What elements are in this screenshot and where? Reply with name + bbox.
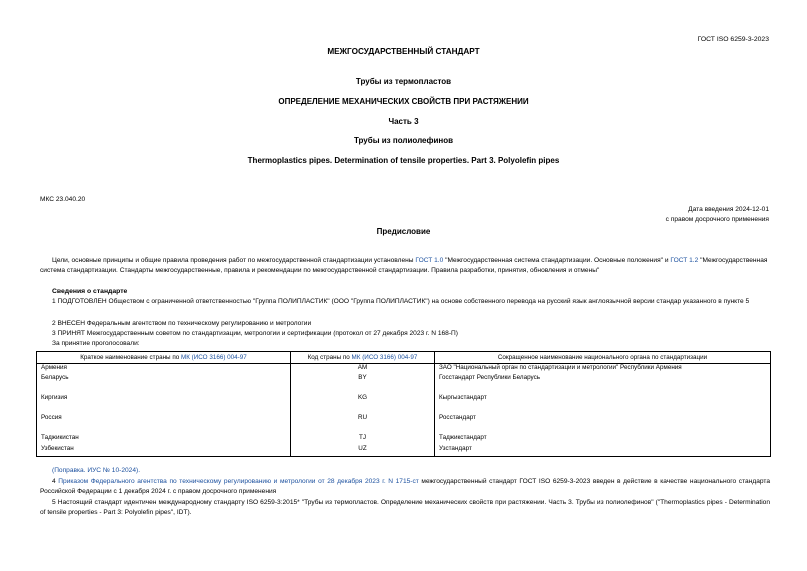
preface-text-a: Цели, основные принципы и общие правила проведения работ по межгосударственной стандартизации установлены bbox=[52, 257, 416, 264]
info-item-2: 2 ВНЕСЕН Федеральным агентством по техническому регулированию и метрологии bbox=[52, 320, 312, 327]
table-row bbox=[37, 434, 771, 445]
table-header-row bbox=[37, 352, 771, 364]
country-cell: Армения bbox=[37, 364, 291, 374]
table-row bbox=[37, 414, 771, 434]
countries-table bbox=[36, 351, 771, 457]
country-code-cell: AM bbox=[291, 364, 435, 374]
item-4-prefix: 4 bbox=[52, 478, 59, 485]
item-4-text: межгосударственный стандарт ГОСТ ISO 6259-3-2023 введен в действие в качестве национального стандарта Российской Федерации с 1 декабря 2024 г. с правом досрочного применения bbox=[40, 478, 770, 495]
column-header-code-text: Код страны по bbox=[307, 354, 352, 361]
order-link[interactable]: Приказом Федерального агентства по техническому регулированию и метрологии от 28 декабря 2023 г. N 1715-ст bbox=[58, 478, 419, 485]
document-id: ГОСТ ISO 6259-3-2023 bbox=[697, 36, 769, 43]
country-cell: Киргизия bbox=[37, 394, 291, 414]
table-row bbox=[37, 364, 771, 374]
standards-body-cell: Росстандарт bbox=[435, 414, 771, 434]
standards-body-cell: ЗАО "Национальный орган по стандартизации и метрологии" Республики Армения bbox=[435, 364, 771, 374]
country-code-cell: KG bbox=[291, 394, 435, 414]
mk-iso-3166-link[interactable]: МК (ИСО 3166) 004-97 bbox=[351, 354, 418, 361]
preface-heading: Предисловие bbox=[376, 227, 431, 236]
standards-body-cell: Кыргызстандарт bbox=[435, 394, 771, 414]
standards-body-cell: Таджикстандарт bbox=[435, 434, 771, 445]
table-row bbox=[37, 374, 771, 394]
country-code-cell: BY bbox=[291, 374, 435, 394]
column-header-country bbox=[37, 352, 291, 364]
intro-date: Дата введения 2024-12-01 bbox=[688, 206, 769, 213]
standards-body-cell: Госстандарт Республики Беларусь bbox=[435, 374, 771, 394]
preface-paragraph bbox=[40, 256, 770, 275]
mks-code: МКС 23.040.20 bbox=[40, 196, 86, 203]
country-code-cell: RU bbox=[291, 414, 435, 434]
table-row bbox=[37, 394, 771, 414]
part-label: Часть 3 bbox=[388, 117, 419, 126]
preface-text-b: "Межгосударственная система стандартизации. Основные положения" и bbox=[443, 257, 671, 264]
info-item-5: 5 Настоящий стандарт идентичен международному стандарту ISO 6259-3:2015* "Трубы из термопластов. Определение механических свойств при растяжении. Часть 3. Трубы из полиолефинов" ("Thermoplastics pipes - Determination of tensile properties - Part 3: Polyolefin pipes", IDT). bbox=[40, 499, 770, 516]
mk-iso-3166-link[interactable]: МК (ИСО 3166) 004-97 bbox=[180, 354, 247, 361]
amendment-link[interactable]: (Поправка. ИУС № 10-2024). bbox=[52, 467, 141, 474]
subtitle: Трубы из полиолефинов bbox=[353, 136, 454, 145]
country-cell: Россия bbox=[37, 414, 291, 434]
gost-1-2-link[interactable]: ГОСТ 1.2 bbox=[670, 257, 699, 264]
column-header-country-text: Краткое наименование страны по bbox=[80, 354, 181, 361]
title-line-2: ОПРЕДЕЛЕНИЕ МЕХАНИЧЕСКИХ СВОЙСТВ ПРИ РАСТЯЖЕНИИ bbox=[278, 97, 529, 106]
country-cell: Узбекистан bbox=[37, 445, 291, 457]
standard-type: МЕЖГОСУДАРСТВЕННЫЙ СТАНДАРТ bbox=[327, 47, 480, 56]
voted-label: За принятие проголосовали: bbox=[52, 340, 140, 347]
standards-body-cell: Узстандарт bbox=[435, 445, 771, 457]
gost-1-0-link[interactable]: ГОСТ 1.0 bbox=[415, 257, 444, 264]
column-header-code bbox=[291, 352, 435, 364]
column-header-body: Сокращенное наименование национального органа по стандартизации bbox=[435, 352, 771, 364]
country-cell: Таджикистан bbox=[37, 434, 291, 445]
table-row bbox=[37, 445, 771, 457]
country-cell: Беларусь bbox=[37, 374, 291, 394]
info-item-4 bbox=[40, 477, 770, 496]
country-code-cell: UZ bbox=[291, 445, 435, 457]
info-item-3: 3 ПРИНЯТ Межгосударственным советом по стандартизации, метрологии и сертификации (протокол от 27 декабря 2023 г. N 168-П) bbox=[52, 330, 458, 337]
preface-text-c: "Межгосударственная система стандартизации. Стандарты межгосударственные, правила и рекомендации по межгосударственной стандартизации. Правила разработки, принятия, обновления и отмены" bbox=[40, 257, 768, 274]
early-application-note: с правом досрочного применения bbox=[665, 216, 769, 223]
country-code-cell: TJ bbox=[291, 434, 435, 445]
title-line-1: Трубы из термопластов bbox=[355, 77, 452, 86]
info-heading: Сведения о стандарте bbox=[52, 288, 128, 295]
info-item-1: 1 ПОДГОТОВЛЕН Обществом с ограниченной ответственностью "Группа ПОЛИПЛАСТИК" (ООО "Группа ПОЛИПЛАСТИК") на основе собственного перевода на русский язык англоязычной версии стандар указанного в пункте 5 bbox=[52, 298, 750, 305]
english-title: Thermoplastics pipes. Determination of tensile properties. Part 3. Polyolefin pipes bbox=[247, 156, 560, 165]
